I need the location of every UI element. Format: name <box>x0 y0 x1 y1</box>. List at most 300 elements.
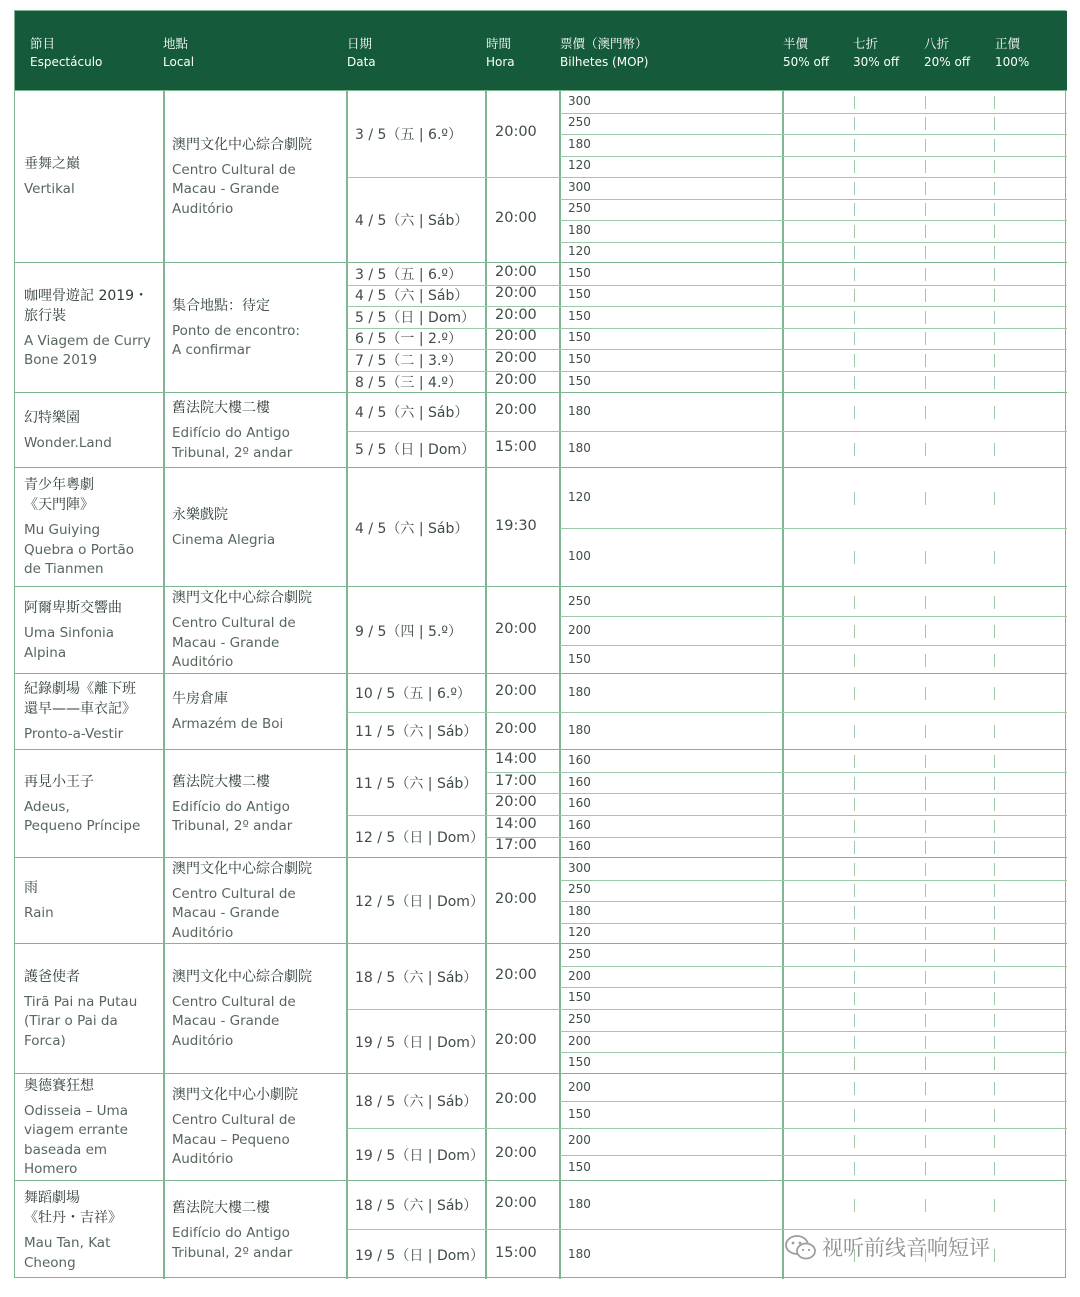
discount-tick <box>925 1162 926 1175</box>
show-title-cell <box>15 674 163 750</box>
ticket-price: 160 <box>568 839 591 854</box>
discount-tick <box>994 311 995 324</box>
ticket-price: 150 <box>568 1106 591 1121</box>
discount-tick <box>994 203 995 216</box>
session-divider <box>347 712 486 713</box>
discount-tick <box>854 246 855 259</box>
session-divider <box>347 1009 486 1010</box>
session-date: 19 / 5（日 | Dom） <box>355 1034 484 1051</box>
discount-tick <box>854 1135 855 1148</box>
discount-tick <box>854 203 855 216</box>
header-half-pt: 50% off <box>783 55 830 69</box>
venue-cell <box>164 750 347 858</box>
venue-pt: Ponto de encontro: <box>172 322 300 339</box>
ticket-price: 150 <box>568 330 591 345</box>
price-divider <box>560 645 1067 646</box>
discount-tick <box>925 1199 926 1212</box>
ticket-price: 180 <box>568 403 591 418</box>
discount-tick <box>925 492 926 505</box>
discount-tick <box>925 268 926 281</box>
session-time: 20:00 <box>495 620 537 637</box>
show-title-zh: 阿爾卑斯交響曲 <box>24 600 122 616</box>
venue-zh: 舊法院大樓二樓 <box>172 773 270 790</box>
session-time: 17:00 <box>495 837 537 854</box>
ticket-price: 160 <box>568 752 591 767</box>
discount-tick <box>994 492 995 505</box>
venue-pt: Auditório <box>172 1032 234 1049</box>
discount-tick <box>925 863 926 876</box>
venue-zh: 集合地點：待定 <box>172 297 270 314</box>
discount-tick <box>854 949 855 962</box>
session-divider <box>347 177 486 178</box>
show-title-pt: Uma Sinfonia <box>24 625 115 641</box>
session-date: 6 / 5（一 | 2.º） <box>355 331 463 348</box>
ticket-price: 300 <box>568 93 591 108</box>
discount-tick <box>925 654 926 667</box>
ticket-price: 200 <box>568 1133 591 1148</box>
column-divider <box>782 1181 784 1279</box>
ticket-price: 150 <box>568 373 591 388</box>
price-divider <box>560 285 1067 286</box>
session-time: 20:00 <box>495 285 537 302</box>
discount-tick <box>994 268 995 281</box>
price-divider <box>560 528 1067 529</box>
discount-tick <box>925 311 926 324</box>
show-row <box>15 90 1067 262</box>
price-divider <box>560 880 1067 881</box>
ticket-price: 150 <box>568 1159 591 1174</box>
session-divider <box>347 1128 486 1129</box>
ticket-price: 150 <box>568 265 591 280</box>
venue-cell <box>164 393 347 468</box>
show-title-pt: Tirã Pai na Putau <box>24 993 138 1010</box>
session-divider <box>486 1009 560 1010</box>
session-date: 19 / 5（日 | Dom） <box>355 1247 484 1264</box>
column-divider <box>485 587 487 673</box>
header-show-pt: Espectáculo <box>30 55 103 69</box>
header-time <box>486 35 515 71</box>
discount-tick <box>854 160 855 173</box>
show-title-zh: 垂舞之巔 <box>24 156 80 173</box>
header-full-pt: 100% <box>995 55 1030 69</box>
session-divider <box>486 712 560 713</box>
session-time: 20:00 <box>495 1144 537 1161</box>
header-time-zh: 時間 <box>486 36 512 51</box>
discount-tick <box>994 1162 995 1175</box>
ticket-price: 300 <box>568 179 591 194</box>
ticket-price: 200 <box>568 968 591 983</box>
session-time: 14:00 <box>495 815 537 832</box>
discount-tick <box>994 755 995 768</box>
venue-pt: Macau - Grande <box>172 1013 280 1030</box>
discount-tick <box>994 376 995 389</box>
discount-tick <box>994 117 995 130</box>
discount-tick <box>994 1199 995 1212</box>
ticket-price: 180 <box>568 685 591 699</box>
session-divider <box>347 815 486 816</box>
discount-tick <box>994 687 995 700</box>
discount-tick <box>925 798 926 811</box>
venue-cell <box>164 468 347 587</box>
session-date: 12 / 5（日 | Dom） <box>355 829 484 846</box>
discount-tick <box>925 551 926 564</box>
venue-cell <box>164 91 347 263</box>
price-divider <box>560 1229 1067 1230</box>
column-divider <box>485 858 487 943</box>
price-divider <box>560 1155 1067 1156</box>
session-time: 20:00 <box>495 349 537 366</box>
discount-tick <box>994 1036 995 1049</box>
discount-tick <box>925 927 926 940</box>
discount-tick <box>854 225 855 238</box>
session-divider <box>347 1229 486 1230</box>
session-time: 15:00 <box>495 439 537 456</box>
discount-tick <box>994 949 995 962</box>
price-divider <box>560 616 1067 617</box>
show-row <box>15 467 1067 586</box>
header-eighty <box>924 35 970 71</box>
header-price-pt: Bilhetes (MOP) <box>560 55 649 69</box>
discount-tick <box>854 1082 855 1095</box>
session-date: 4 / 5（六 | Sáb） <box>355 520 469 537</box>
price-divider <box>560 156 1067 157</box>
ticket-price: 250 <box>568 593 591 608</box>
header-date <box>347 35 376 71</box>
session-date: 18 / 5（六 | Sáb） <box>355 1094 478 1110</box>
discount-tick <box>854 927 855 940</box>
ticket-price: 200 <box>568 1033 591 1048</box>
session-time: 20:00 <box>495 1031 537 1048</box>
discount-tick <box>925 1135 926 1148</box>
show-title-pt: baseada em <box>24 1141 108 1158</box>
header-eighty-pt: 20% off <box>924 55 971 69</box>
venue-pt: Centro Cultural de <box>172 161 296 178</box>
ticket-price: 250 <box>568 882 591 897</box>
discount-tick <box>994 354 995 367</box>
venue-zh: 澳門文化中心小劇院 <box>172 1087 298 1104</box>
watermark-text: 视听前线音响短评 <box>822 1236 990 1260</box>
discount-tick <box>854 117 855 130</box>
price-divider <box>560 772 1067 773</box>
venue-cell <box>164 674 347 750</box>
discount-tick <box>994 1109 995 1122</box>
discount-tick <box>854 1014 855 1027</box>
ticket-price: 180 <box>568 222 591 237</box>
session-date: 11 / 5（六 | Sáb） <box>355 775 478 792</box>
discount-tick <box>925 1057 926 1070</box>
show-title-pt: (Tirar o Pai da <box>24 1013 118 1030</box>
show-title-pt: de Tianmen <box>24 561 104 578</box>
ticket-price: 250 <box>568 1011 591 1026</box>
discount-tick <box>854 139 855 152</box>
discount-tick <box>994 927 995 940</box>
show-title-zh: 還早——車衣記》 <box>24 701 136 718</box>
discount-tick <box>925 625 926 638</box>
price-divider <box>560 1128 1067 1129</box>
discount-tick <box>925 992 926 1005</box>
show-title-pt: Pronto-a-Vestir <box>24 726 124 743</box>
ticket-price: 250 <box>568 201 591 216</box>
session-divider <box>486 431 560 432</box>
show-row <box>15 1073 1067 1180</box>
ticket-price: 200 <box>568 1079 591 1094</box>
discount-tick <box>925 246 926 259</box>
venue-pt: Auditório <box>172 654 234 671</box>
discount-tick <box>854 820 855 833</box>
discount-tick <box>854 777 855 790</box>
wechat-icon <box>784 1234 818 1262</box>
venue-pt: Auditório <box>172 1151 234 1168</box>
show-title-zh: 幻特樂園 <box>24 409 80 426</box>
discount-tick <box>994 160 995 173</box>
show-title-pt: Pequeno Príncipe <box>24 818 141 834</box>
show-title-pt: A Viagem de Curry <box>24 332 151 349</box>
show-title-pt: Odisseia – Uma <box>24 1102 128 1119</box>
session-time: 20:00 <box>495 966 537 983</box>
venue-pt: Edifício do Antigo <box>172 425 290 441</box>
header-seventy <box>853 35 899 71</box>
discount-tick <box>854 376 855 389</box>
column-divider <box>485 750 487 857</box>
ticket-price: 180 <box>568 1197 591 1211</box>
discount-tick <box>854 992 855 1005</box>
session-time: 15:00 <box>495 1244 537 1261</box>
session-date: 5 / 5（日 | Dom） <box>355 442 476 459</box>
show-title-cell <box>15 393 163 468</box>
discount-tick <box>925 289 926 302</box>
session-date: 10 / 5（五 | 6.º） <box>355 686 471 702</box>
column-divider <box>485 1181 487 1279</box>
session-divider <box>486 177 560 178</box>
discount-tick <box>854 863 855 876</box>
column-divider <box>559 1074 561 1180</box>
ticket-price: 180 <box>568 441 591 456</box>
discount-tick <box>994 798 995 811</box>
discount-tick <box>925 117 926 130</box>
session-time: 20:00 <box>495 263 537 280</box>
ticket-price: 250 <box>568 115 591 130</box>
price-divider <box>560 306 1067 307</box>
venue-cell <box>164 1181 347 1280</box>
discount-tick <box>854 443 855 456</box>
session-date: 4 / 5（六 | Sáb） <box>355 213 469 229</box>
session-date: 4 / 5（六 | Sáb） <box>355 288 469 305</box>
discount-tick <box>925 1082 926 1095</box>
price-divider <box>560 328 1067 329</box>
session-date: 3 / 5（五 | 6.º） <box>355 127 463 143</box>
price-divider <box>560 901 1067 902</box>
discount-tick <box>994 1082 995 1095</box>
discount-tick <box>854 332 855 345</box>
header-venue <box>163 35 194 71</box>
show-title-pt: Vertikal <box>24 181 75 198</box>
session-time: 20:00 <box>495 401 537 418</box>
header-date-pt: Data <box>347 55 376 69</box>
venue-zh: 澳門文化中心綜合劇院 <box>172 968 312 985</box>
discount-tick <box>854 798 855 811</box>
ticket-price: 150 <box>568 1055 591 1070</box>
show-title-pt: Homero <box>24 1161 78 1177</box>
show-title-zh: 紀錄劇場《離下班 <box>24 681 136 698</box>
header-eighty-zh: 八折 <box>924 36 950 51</box>
header-venue-zh: 地點 <box>163 36 189 51</box>
session-time: 14:00 <box>495 750 537 767</box>
show-title-cell <box>15 944 163 1074</box>
venue-pt: Centro Cultural de <box>172 993 296 1010</box>
venue-cell <box>164 858 347 944</box>
discount-tick <box>854 1199 855 1212</box>
header-seventy-pt: 30% off <box>853 55 900 69</box>
discount-tick <box>925 1036 926 1049</box>
venue-cell <box>164 1074 347 1181</box>
session-time: 19:30 <box>495 517 537 534</box>
column-divider <box>559 750 561 857</box>
show-title-zh: 《牡丹・吉祥》 <box>24 1210 122 1226</box>
price-divider <box>560 987 1067 988</box>
venue-zh: 澳門文化中心綜合劇院 <box>172 590 312 607</box>
discount-tick <box>994 596 995 609</box>
discount-tick <box>925 96 926 109</box>
discount-tick <box>854 1036 855 1049</box>
venue-zh: 舊法院大樓二樓 <box>172 400 270 416</box>
venue-pt: Cinema Alegria <box>172 531 276 548</box>
discount-tick <box>854 96 855 109</box>
show-title-zh: 《天門陣》 <box>24 497 94 514</box>
discount-tick <box>854 971 855 984</box>
discount-tick <box>854 354 855 367</box>
show-title-zh: 護爸使者 <box>24 968 80 985</box>
price-divider <box>560 242 1067 243</box>
show-title-pt: Quebra o Portão <box>24 541 135 558</box>
session-date: 11 / 5（六 | Sáb） <box>355 724 478 740</box>
discount-tick <box>994 406 995 419</box>
venue-zh: 牛房倉庫 <box>172 691 228 708</box>
ticket-price: 160 <box>568 796 591 811</box>
venue-cell <box>164 263 347 393</box>
header-half <box>783 35 829 71</box>
venue-pt: Auditório <box>172 924 234 941</box>
discount-tick <box>994 225 995 238</box>
discount-tick <box>994 654 995 667</box>
show-title-cell <box>15 1074 163 1181</box>
venue-pt: Edifício do Antigo <box>172 798 290 815</box>
table-header <box>15 11 1067 90</box>
session-time: 20:00 <box>495 306 537 323</box>
discount-tick <box>925 687 926 700</box>
ticket-price: 180 <box>568 136 591 151</box>
discount-tick <box>994 551 995 564</box>
discount-tick <box>854 906 855 919</box>
session-divider <box>486 1128 560 1129</box>
ticket-price: 160 <box>568 817 591 832</box>
column-divider <box>485 1074 487 1180</box>
discount-tick <box>925 820 926 833</box>
discount-tick <box>925 841 926 854</box>
discount-tick <box>854 654 855 667</box>
price-divider <box>560 177 1067 178</box>
session-time: 20:00 <box>495 328 537 345</box>
header-date-zh: 日期 <box>347 36 373 51</box>
discount-tick <box>994 820 995 833</box>
header-show <box>30 35 102 71</box>
ticket-price: 150 <box>568 651 591 666</box>
show-title-zh: 旅行裝 <box>24 307 66 324</box>
discount-tick <box>854 406 855 419</box>
show-title-cell <box>15 468 163 587</box>
ticket-price: 120 <box>568 489 591 504</box>
venue-pt: Centro Cultural de <box>172 1112 296 1129</box>
price-divider <box>560 923 1067 924</box>
header-venue-pt: Local <box>163 55 195 69</box>
discount-tick <box>854 289 855 302</box>
session-time: 20:00 <box>495 1195 537 1211</box>
discount-tick <box>854 841 855 854</box>
discount-tick <box>925 1014 926 1027</box>
session-date: 18 / 5（六 | Sáb） <box>355 969 478 986</box>
show-title-pt: Forca) <box>24 1032 66 1049</box>
venue-pt: Edifício do Antigo <box>172 1225 290 1241</box>
show-title-pt: viagem errante <box>24 1122 128 1138</box>
price-divider <box>560 220 1067 221</box>
price-divider <box>560 815 1067 816</box>
discount-tick <box>925 949 926 962</box>
discount-tick <box>925 971 926 984</box>
discount-tick <box>854 625 855 638</box>
show-row <box>15 586 1067 673</box>
show-title-pt: Wonder.Land <box>24 434 112 451</box>
column-divider <box>485 468 487 586</box>
session-date: 18 / 5（六 | Sáb） <box>355 1198 478 1214</box>
show-row <box>15 392 1067 467</box>
show-title-cell <box>15 91 163 263</box>
discount-tick <box>854 1109 855 1122</box>
venue-pt: A confirmar <box>172 342 251 358</box>
show-title-pt: Mau Tan, Kat <box>24 1235 111 1251</box>
discount-tick <box>994 246 995 259</box>
column-divider <box>782 750 784 857</box>
discount-tick <box>854 492 855 505</box>
price-divider <box>560 349 1067 350</box>
price-divider <box>560 134 1067 135</box>
show-title-pt: Rain <box>24 905 54 922</box>
show-title-zh: 再見小王子 <box>24 773 94 790</box>
session-date: 3 / 5（五 | 6.º） <box>355 266 463 283</box>
session-date: 19 / 5（日 | Dom） <box>355 1147 484 1164</box>
header-show-zh: 節目 <box>30 36 56 51</box>
session-divider <box>486 1229 560 1230</box>
session-time: 20:00 <box>495 891 537 907</box>
discount-tick <box>994 289 995 302</box>
discount-tick <box>925 139 926 152</box>
discount-tick <box>854 687 855 700</box>
show-row <box>15 943 1067 1073</box>
session-divider <box>347 431 486 432</box>
show-title-pt: Cheong <box>24 1254 76 1271</box>
venue-pt: Armazém de Boi <box>172 716 284 733</box>
discount-tick <box>994 182 995 195</box>
discount-tick <box>854 884 855 897</box>
price-divider <box>560 837 1067 838</box>
show-title-pt: Bone 2019 <box>24 352 98 368</box>
discount-tick <box>994 725 995 738</box>
header-full-zh: 正價 <box>995 36 1021 51</box>
column-divider <box>782 1074 784 1180</box>
discount-tick <box>925 332 926 345</box>
venue-pt: Macau - Grande <box>172 905 280 922</box>
venue-pt: Macau - Grande <box>172 634 280 651</box>
price-divider <box>560 371 1067 372</box>
show-title-pt: Mu Guiying <box>24 522 101 539</box>
